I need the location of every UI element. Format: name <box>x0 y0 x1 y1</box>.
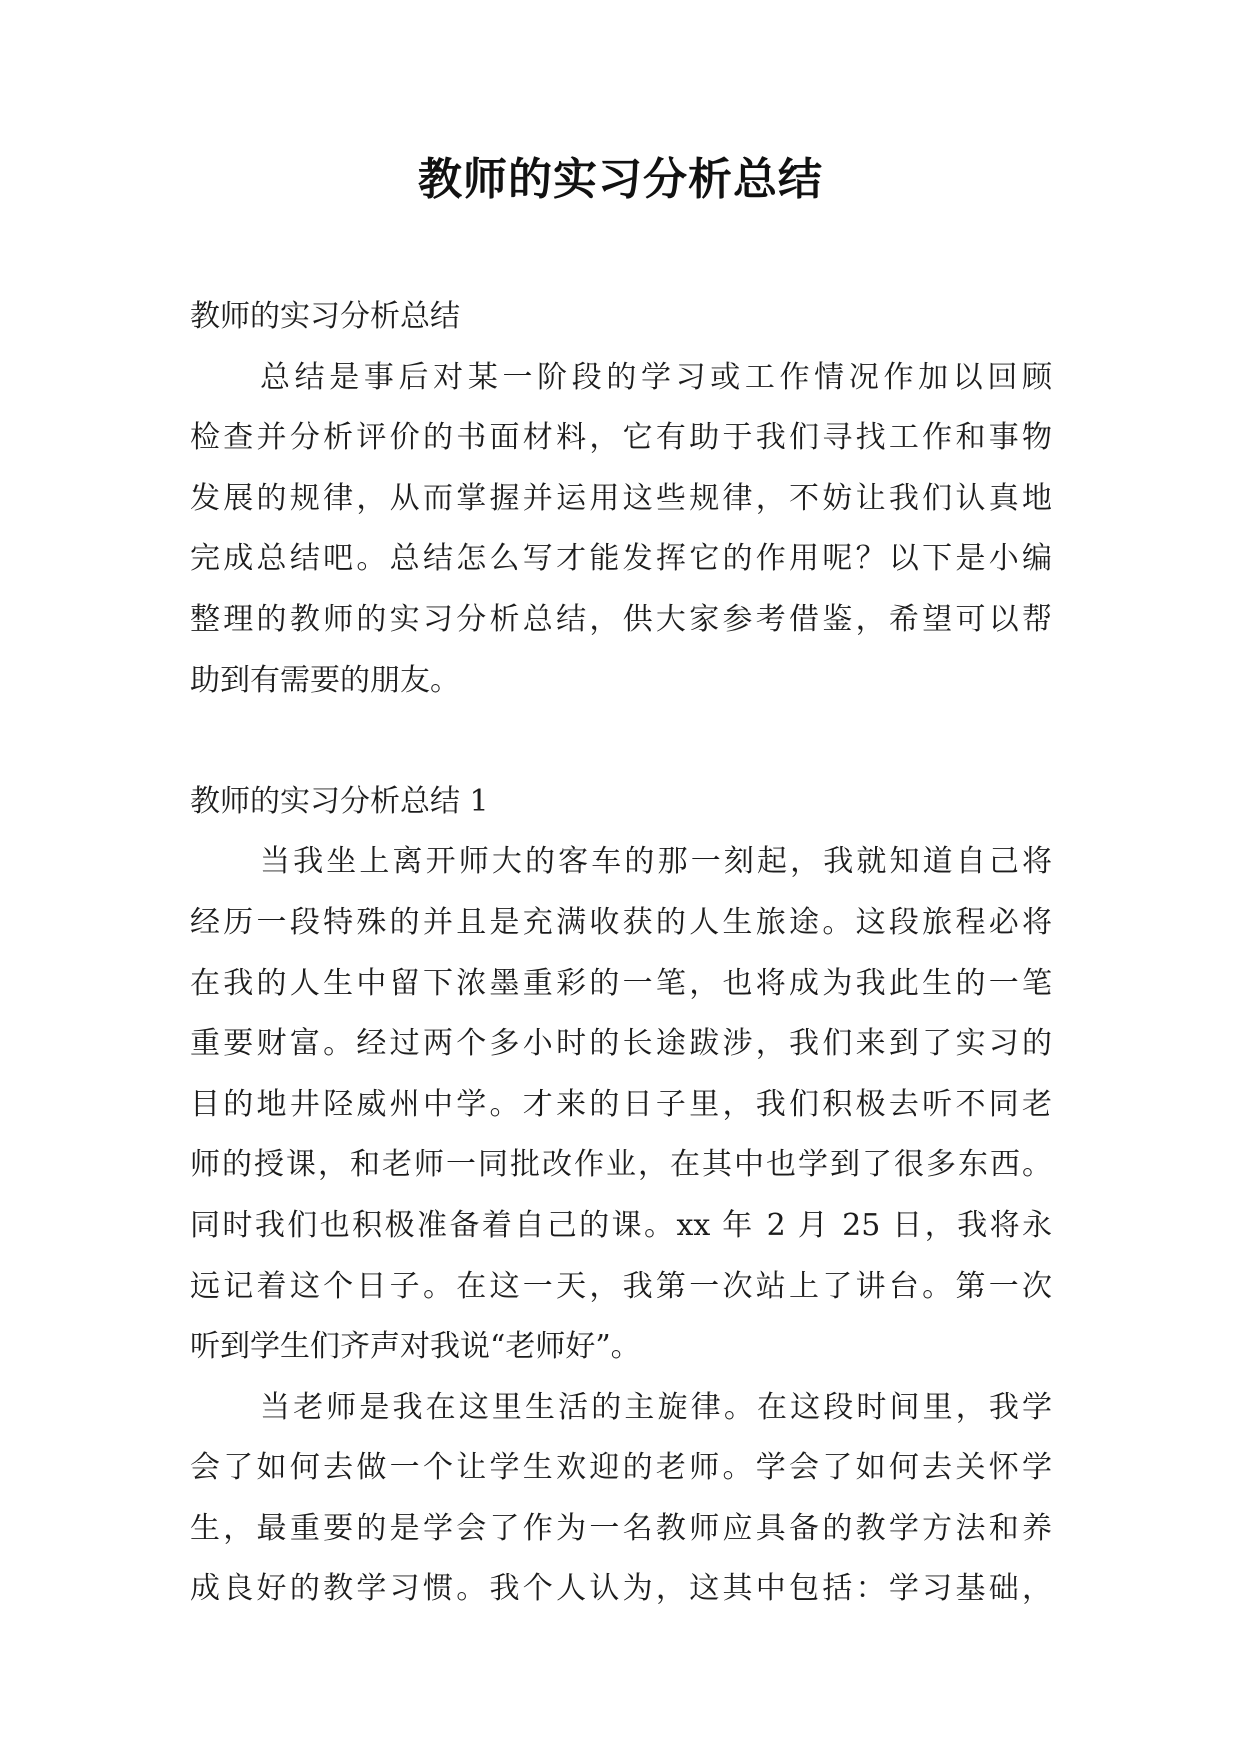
intro-line-6: 助到有需要的朋友。 <box>190 662 460 698</box>
section1-para1-line-3: 在我的人生中留下浓墨重彩的一笔，也将成为我此生的一笔 <box>190 965 1052 1001</box>
intro-line-2: 检查并分析评价的书面材料，它有助于我们寻找工作和事物 <box>190 420 1052 456</box>
section1-para2-line-2: 会了如何去做一个让学生欢迎的老师。学会了如何去关怀学 <box>190 1450 1052 1486</box>
section1-para1-line-2: 经历一段特殊的并且是充满收获的人生旅途。这段旅程必将 <box>190 904 1052 940</box>
section1-para2-line-1: 当老师是我在这里生活的主旋律。在这段时间里，我学 <box>260 1389 1052 1425</box>
intro-line-3: 发展的规律，从而掌握并运用这些规律，不妨让我们认真地 <box>190 480 1052 516</box>
intro-line-1: 总结是事后对某一阶段的学习或工作情况作加以回顾 <box>260 359 1052 395</box>
intro-line-4: 完成总结吧。总结怎么写才能发挥它的作用呢？以下是小编 <box>190 541 1052 577</box>
section1-heading: 教师的实习分析总结 1 <box>190 783 489 819</box>
intro-line-5: 整理的教师的实习分析总结，供大家参考借鉴，希望可以帮 <box>190 601 1052 637</box>
section1-para1-line-6: 师的授课，和老师一同批改作业，在其中也学到了很多东西。 <box>190 1147 1052 1183</box>
section1-para1-line-8: 远记着这个日子。在这一天，我第一次站上了讲台。第一次 <box>190 1268 1052 1304</box>
document-title: 教师的实习分析总结 <box>418 154 823 205</box>
section1-para2-line-4: 成良好的教学习惯。我个人认为，这其中包括：学习基础， <box>190 1571 1052 1607</box>
section1-para2-line-3: 生，最重要的是学会了作为一名教师应具备的教学方法和养 <box>190 1510 1052 1546</box>
section1-para1-line-5: 目的地井陉威州中学。才来的日子里，我们积极去听不同老 <box>190 1086 1052 1122</box>
section1-para1-line-4: 重要财富。经过两个多小时的长途跋涉，我们来到了实习的 <box>190 1026 1052 1062</box>
intro-heading: 教师的实习分析总结 <box>190 299 460 334</box>
section1-para1-line-1: 当我坐上离开师大的客车的那一刻起，我就知道自己将 <box>260 844 1052 880</box>
blank-line <box>190 711 1052 772</box>
section1-para1-line-9: 听到学生们齐声对我说“老师好”。 <box>190 1329 641 1365</box>
document-body <box>190 287 1052 1620</box>
section1-para1-line-7: 同时我们也积极准备着自己的课。xx 年 2 月 25 日，我将永 <box>190 1207 1052 1243</box>
